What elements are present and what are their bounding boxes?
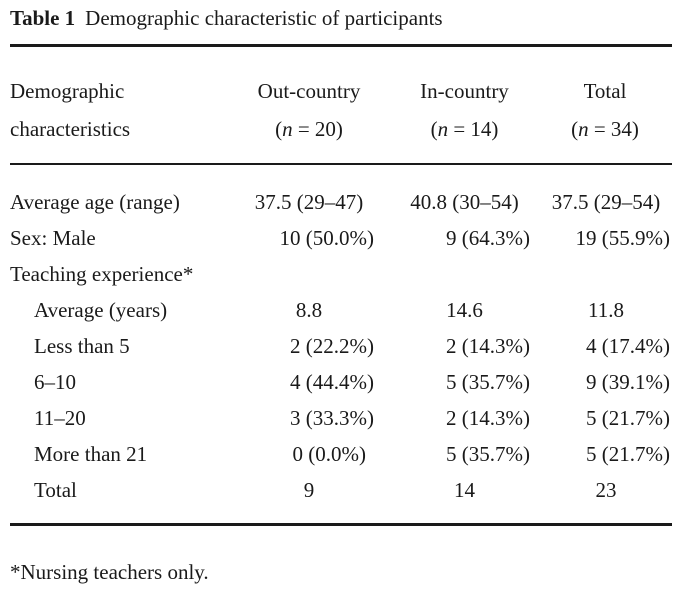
cell-out-country: 9: [303, 478, 315, 502]
cell-in-country: 40.8 (30–54): [410, 190, 519, 214]
table-title: Demographic characteristic of participants: [85, 6, 443, 30]
cell-out-country: 4 (44.4%): [290, 370, 374, 394]
header-in-country: In-country (n = 14): [420, 79, 509, 141]
header-demographic: Demographic characteristics: [10, 79, 131, 141]
cell-out-country: 0 (0.0%): [292, 442, 366, 466]
cell-in-country: 14: [454, 478, 475, 502]
cell-total: 23: [595, 478, 617, 502]
cell-total: 5 (21.7%): [586, 442, 670, 466]
cell-in-country: 14.6: [446, 298, 483, 322]
cell-in-country: 2 (14.3%): [446, 334, 530, 358]
cell-out-country: 8.8: [295, 298, 323, 322]
table-caption: [10, 6, 443, 31]
header-out-country: Out-country (n = 20): [257, 79, 361, 141]
row-label: 11–20: [34, 406, 86, 430]
cell-total: 19 (55.9%): [575, 226, 670, 250]
cell-total: 11.8: [588, 298, 624, 322]
row-label: Average (years): [34, 298, 168, 322]
row-label: Total: [34, 478, 77, 502]
header-rule: [10, 163, 672, 165]
bottom-rule: [10, 523, 672, 526]
cell-out-country: 2 (22.2%): [290, 334, 374, 358]
cell-total: 5 (21.7%): [586, 406, 670, 430]
table-footnote: *Nursing teachers only.: [10, 560, 209, 584]
row-label: Average age (range): [10, 190, 180, 214]
cell-out-country: 3 (33.3%): [290, 406, 374, 430]
cell-in-country: 5 (35.7%): [446, 442, 530, 466]
top-rule: [10, 44, 672, 47]
cell-total: 4 (17.4%): [586, 334, 670, 358]
cell-in-country: 5 (35.7%): [446, 370, 530, 394]
row-label: Less than 5: [34, 334, 130, 358]
header-total: Total (n = 34): [571, 79, 639, 141]
cell-total: 37.5 (29–54): [551, 190, 661, 214]
row-label: 6–10: [34, 370, 76, 394]
row-label: More than 21: [34, 442, 148, 466]
cell-in-country: 2 (14.3%): [446, 406, 530, 430]
cell-in-country: 9 (64.3%): [446, 226, 530, 250]
table-label: Table 1: [10, 6, 76, 30]
row-label: Sex: Male: [10, 226, 96, 250]
cell-out-country: 10 (50.0%): [279, 226, 374, 250]
cell-total: 9 (39.1%): [586, 370, 670, 394]
cell-out-country: 37.5 (29–47): [254, 190, 364, 214]
section-label: Teaching experience*: [10, 262, 194, 286]
